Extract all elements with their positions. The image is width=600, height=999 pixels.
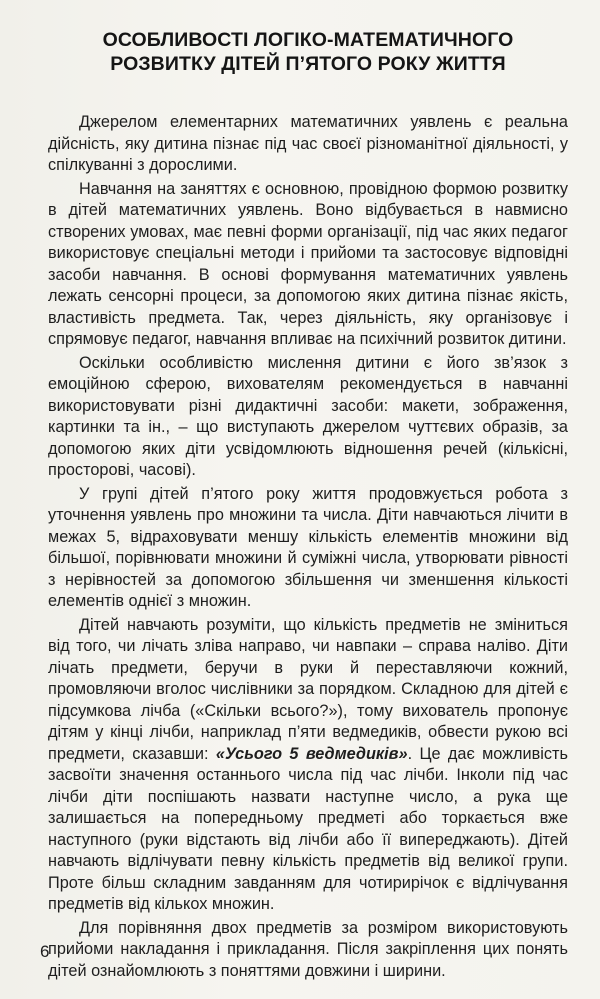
paragraph-6: Для порівняння двох предметів за розміром використовують прийоми накладання і прикладання. Після закріплення цих понять дітей ознайомлюють з поняттями довжини і ширини. (48, 918, 568, 980)
paragraph-1: Джерелом елементарних математичних уявлень є реальна дійсність, яку дитина пізнає під час своєї різноманітної діяльності, у спілкуванні з дорослими. (48, 113, 568, 174)
section-heading (48, 28, 568, 76)
paragraph-5-part-2: . Це дає можливість засвоїти значення останнього числа під час лічби. Інколи під час лічби діти поспішають назвати наступне число, а рука ще залишається на попередньому предметі або торкається вже наступного (руки відстають від лічби або її випереджають). Дітей навчають відлічувати певну кількість предметів від великої групи. Проте більш складним завданням для чотирирічок є відлічування предметів від кількох множин. (48, 744, 568, 913)
paragraph-5 (48, 615, 568, 916)
paragraph-3: Оскільки особливістю мислення дитини є його зв’язок з емоційною сферою, вихователям рекомендується в навчанні використовувати різні дидактичні засоби: макети, зображення, картинки та ін., – що виступають джерелом чуттєвих образів, за допомогою яких діти усвідомлюють відношення речей (кількісні, просторові, часові). (48, 353, 568, 479)
body-text (48, 112, 568, 982)
heading-line-1: ОСОБЛИВОСТІ ЛОГІКО-МАТЕМАТИЧНОГО (102, 29, 514, 51)
paragraph-4: У групі дітей п’ятого року життя продовжується робота з уточнення уявлень про множини та числа. Діти навчаються лічити в межах 5, відраховувати меншу кількість елементів множини від більшої, порівнювати множини й суміжні числа, утворювати рівності з нерівностей за допомогою збільшення чи зменшення кількості елементів однієї з множин. (48, 484, 568, 610)
heading-line-2: РОЗВИТКУ ДІТЕЙ П’ЯТОГО РОКУ ЖИТТЯ (110, 53, 506, 75)
paragraph-2: Навчання на заняттях є основною, провідною формою розвитку в дітей математичних уявлень. Воно відбувається в навмисно створених умовах, має певні форми організації, під час яких педагог використовує спеціальні методи і прийоми та застосовує відповідні засоби навчання. В основі формування математичних уявлень лежать сенсорні процеси, за допомогою яких дитина пізнає якість, властивість предмета. Так, через діяльність, яку організовує і спрямовує педагог, навчання впливає на психічний розвиток дитини. (48, 179, 568, 348)
paragraph-5-part-1: Дітей навчають розуміти, що кількість предметів не зміниться від того, чи лічать зліва направо, чи навпаки – справа наліво. Діти лічать предмети, беручи в руки й переставляючи кожний, промовляючи вголос числівники за порядком. Складною для дітей є підсумкова лічба («Скільки всього?»), тому вихователь пропонує дітям у кінці лічби, наприклад п’яти ведмедиків, обвести рукою всі предмети, сказавши: (48, 615, 568, 763)
page-number: 6 (40, 942, 50, 961)
paragraph-5-emphasis: «Усього 5 ведмедиків» (215, 744, 408, 763)
